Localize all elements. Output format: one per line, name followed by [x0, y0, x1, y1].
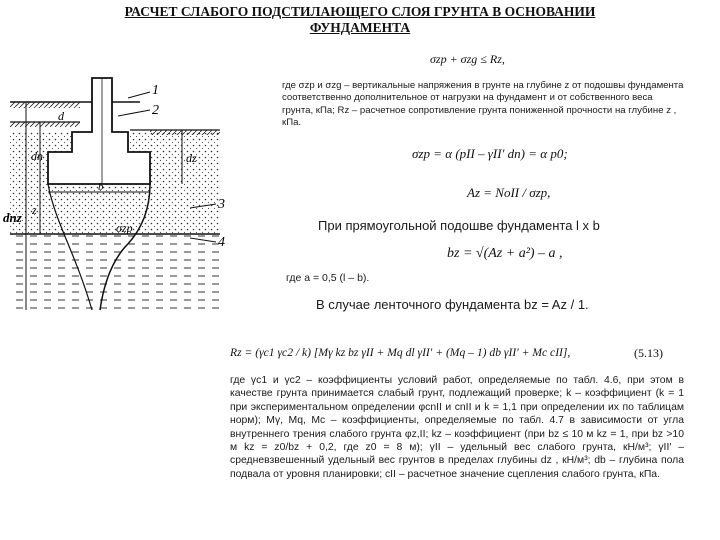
label-b: b — [98, 181, 104, 193]
page-title-line-1: РАСЧЕТ СЛАБОГО ПОДСТИЛАЮЩЕГО СЛОЯ ГРУНТА В ОСНОВАНИИ — [124, 4, 596, 19]
label-z: z — [32, 203, 37, 217]
where-text-1: где σzp и σzg – вертикальные напряжения в грунте на глубине z от подошвы фундамента соответственно дополнительное от нагрузки на фундамент и от собственного веса грунта, кПа; Rz – расчетное сопротивление грунта пониженной прочности на глубине z , кПа. — [282, 80, 684, 129]
label-1: 1 — [152, 83, 159, 98]
leader-2 — [118, 110, 150, 116]
leader-1 — [128, 92, 150, 98]
weak-soil-layer — [10, 234, 220, 314]
floor-hatch-left — [10, 122, 80, 127]
ground-hatch-left — [10, 102, 80, 108]
page-title — [0, 4, 720, 36]
label-dz: dz — [186, 151, 197, 165]
page-title-line-2: ФУНДАМЕНТА — [309, 20, 411, 35]
strip-heading: В случае ленточного фундамента bz = Az / 1. — [316, 297, 589, 312]
where-text-2: где γc1 и γc2 – коэффициенты условий работ, определяемые по табл. 4.6, при этом в качестве грунта принимается слабый грунт, подлежащий проверке; k – коэффициент (k = 1 при экспериментальном определении φcnII и cnII и k = 1,1 при определении их по таблицам норм); Mγ, Mq, Mc – коэффициенты, определяемые по табл. 4.7 в зависимости от угла внутреннего трения слабого грунта φz,II; kz – коэффициент (при bz ≤ 10 м kz = 1, при bz >10 м kz = z0/bz + 0,2, где z0 = 8 м); γII – удельный вес слабого грунта, кН/м³; γII′ – средневзвешенный удельный вес грунтов в пределах глубины dz , кН/м³; db – глубина пола подвала от уровня планировки; cII – расчетное значение сцепления слабого грунта, кПа. — [230, 375, 684, 480]
label-dnz: dnz — [3, 210, 22, 225]
label-3: 3 — [218, 197, 225, 212]
formula-area: Az = NoII / σzp, — [467, 185, 551, 200]
label-2: 2 — [152, 103, 159, 118]
formula-sigma-zp: σzp = α (pII – γII′ dn) = α p0; — [412, 146, 568, 161]
formula-condition: σzp + σzg ≤ Rz, — [430, 52, 505, 66]
foundation-diagram — [0, 72, 240, 320]
label-dn: dn — [31, 149, 43, 163]
floor-hatch-right — [150, 130, 220, 135]
where-a: где a = 0,5 (l – b). — [286, 272, 370, 284]
formula-bz: bz = √(Az + a²) – a , — [447, 246, 563, 261]
label-sigma-zp: σzp — [116, 221, 133, 235]
rectangular-heading: При прямоугольной подошве фундамента l x b — [318, 218, 600, 233]
formula-number: (5.13) — [634, 346, 663, 360]
label-4: 4 — [218, 235, 225, 250]
stepped-foundation — [48, 78, 150, 184]
label-d: d — [58, 109, 64, 123]
formula-rz: Rz = (γc1 γc2 / k) [Mγ kz bz γII + Mq dl γII′ + (Mq – 1) db γII′ + Mc cII], — [230, 346, 571, 359]
